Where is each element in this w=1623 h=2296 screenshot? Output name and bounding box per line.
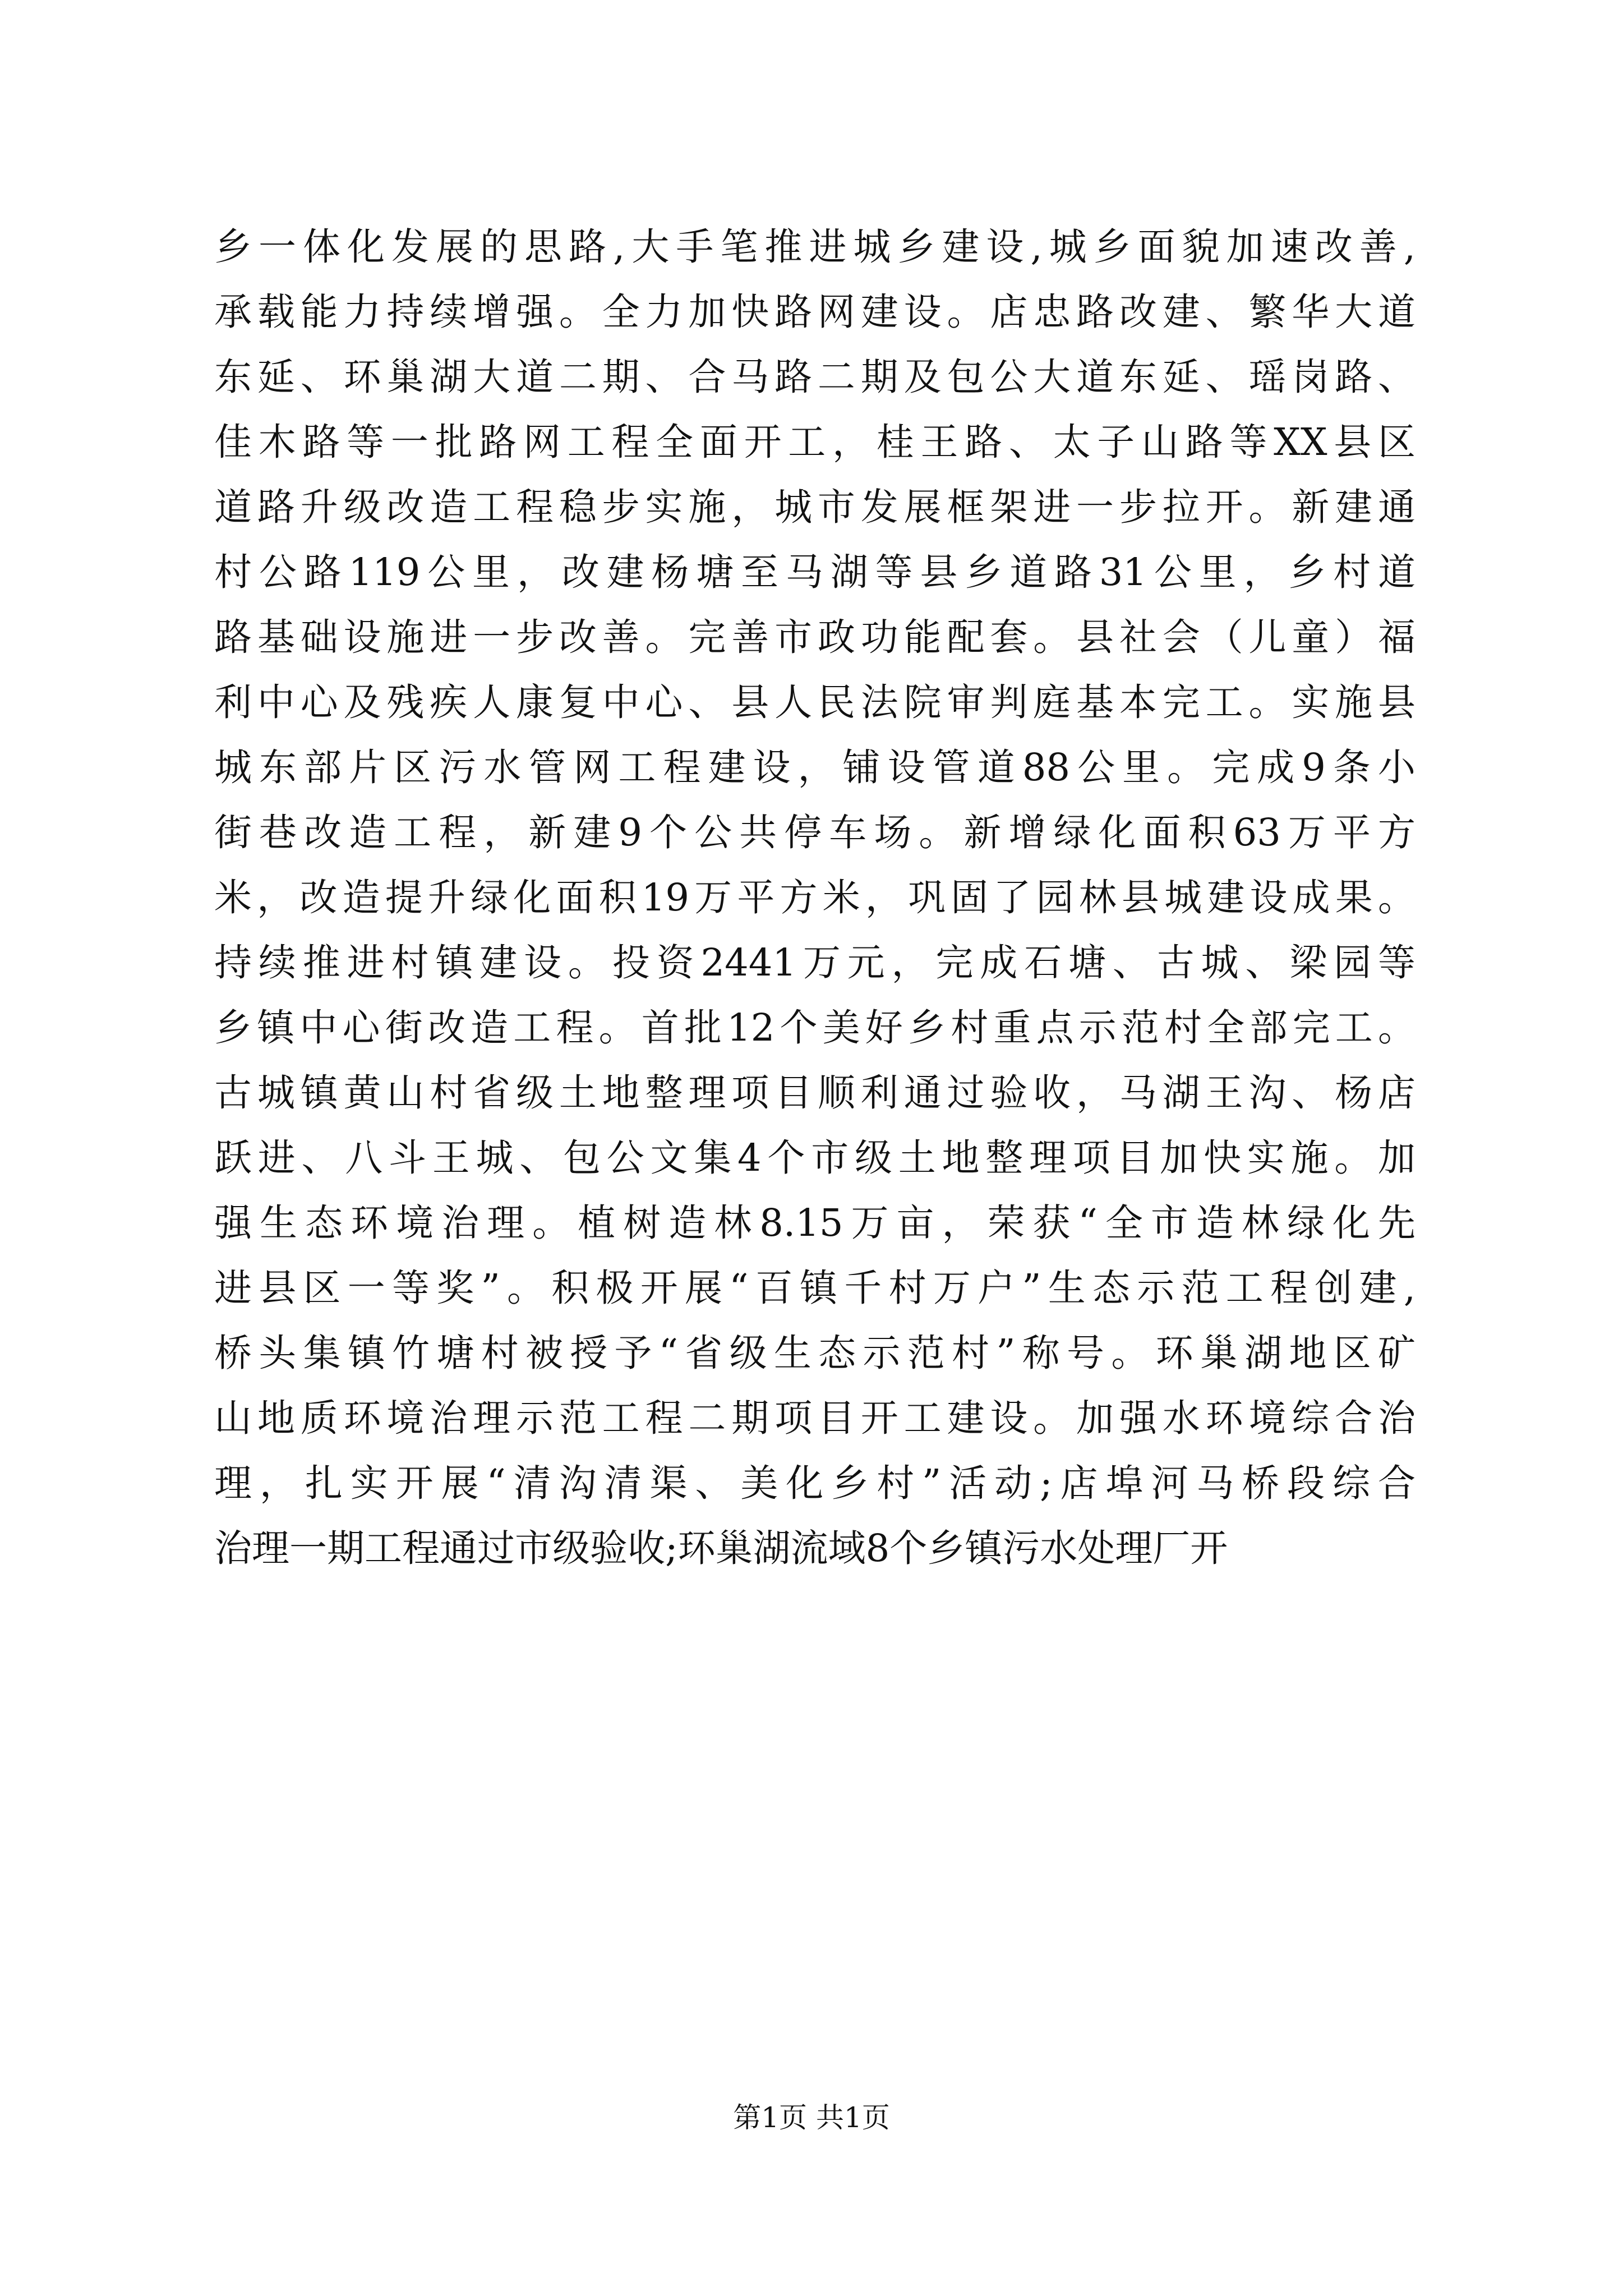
text-line: 跃进、八斗王城、包公文集4个市级土地整理项目加快实施。加: [214, 1136, 1415, 1180]
body-text: [214, 214, 1415, 1581]
text-line: 乡一体化发展的思路,大手笔推进城乡建设,城乡面貌加速改善,: [214, 225, 1415, 269]
text-line: 乡镇中心街改造工程。首批12个美好乡村重点示范村全部完工。: [214, 1006, 1415, 1050]
text-line: 佳木路等一批路网工程全面开工，桂王路、太子山路等XX县区: [214, 420, 1415, 464]
text-line: 持续推进村镇建设。投资2441万元，完成石塘、古城、梁园等: [214, 941, 1415, 984]
text-line: 道路升级改造工程稳步实施，城市发展框架进一步拉开。新建通: [214, 485, 1415, 529]
text-line: 山地质环境治理示范工程二期项目开工建设。加强水环境综合治: [214, 1396, 1415, 1440]
text-line: 利中心及残疾人康复中心、县人民法院审判庭基本完工。实施县: [214, 680, 1415, 724]
text-line: 强生态环境治理。植树造林8.15万亩，荣获“全市造林绿化先: [214, 1201, 1415, 1245]
text-line: 承载能力持续增强。全力加快路网建设。店忠路改建、繁华大道: [214, 290, 1415, 334]
text-line: 城东部片区污水管网工程建设，铺设管道88公里。完成9条小: [214, 746, 1415, 789]
text-line: 村公路119公里，改建杨塘至马湖等县乡道路31公里，乡村道: [214, 550, 1415, 594]
text-line: 治理一期工程通过市级验收;环巢湖流域8个乡镇污水处理厂开: [214, 1526, 1228, 1570]
text-line: 街巷改造工程，新建9个公共停车场。新增绿化面积63万平方: [214, 811, 1415, 854]
text-line: 东延、环巢湖大道二期、合马路二期及包公大道东延、瑶岗路、: [214, 355, 1415, 399]
text-line: 米，改造提升绿化面积19万平方米，巩固了园林县城建设成果。: [214, 876, 1415, 919]
text-line: 进县区一等奖”。积极开展“百镇千村万户”生态示范工程创建,: [214, 1266, 1415, 1310]
text-line: 理，扎实开展“清沟清渠、美化乡村”活动;店埠河马桥段综合: [214, 1461, 1415, 1505]
text-line: 桥头集镇竹塘村被授予“省级生态示范村”称号。环巢湖地区矿: [214, 1331, 1415, 1375]
text-line: 古城镇黄山村省级土地整理项目顺利通过验收，马湖王沟、杨店: [214, 1071, 1415, 1115]
page-footer: 第1页 共1页: [733, 2101, 890, 2134]
text-line: 路基础设施进一步改善。完善市政功能配套。县社会（儿童）福: [214, 615, 1415, 659]
